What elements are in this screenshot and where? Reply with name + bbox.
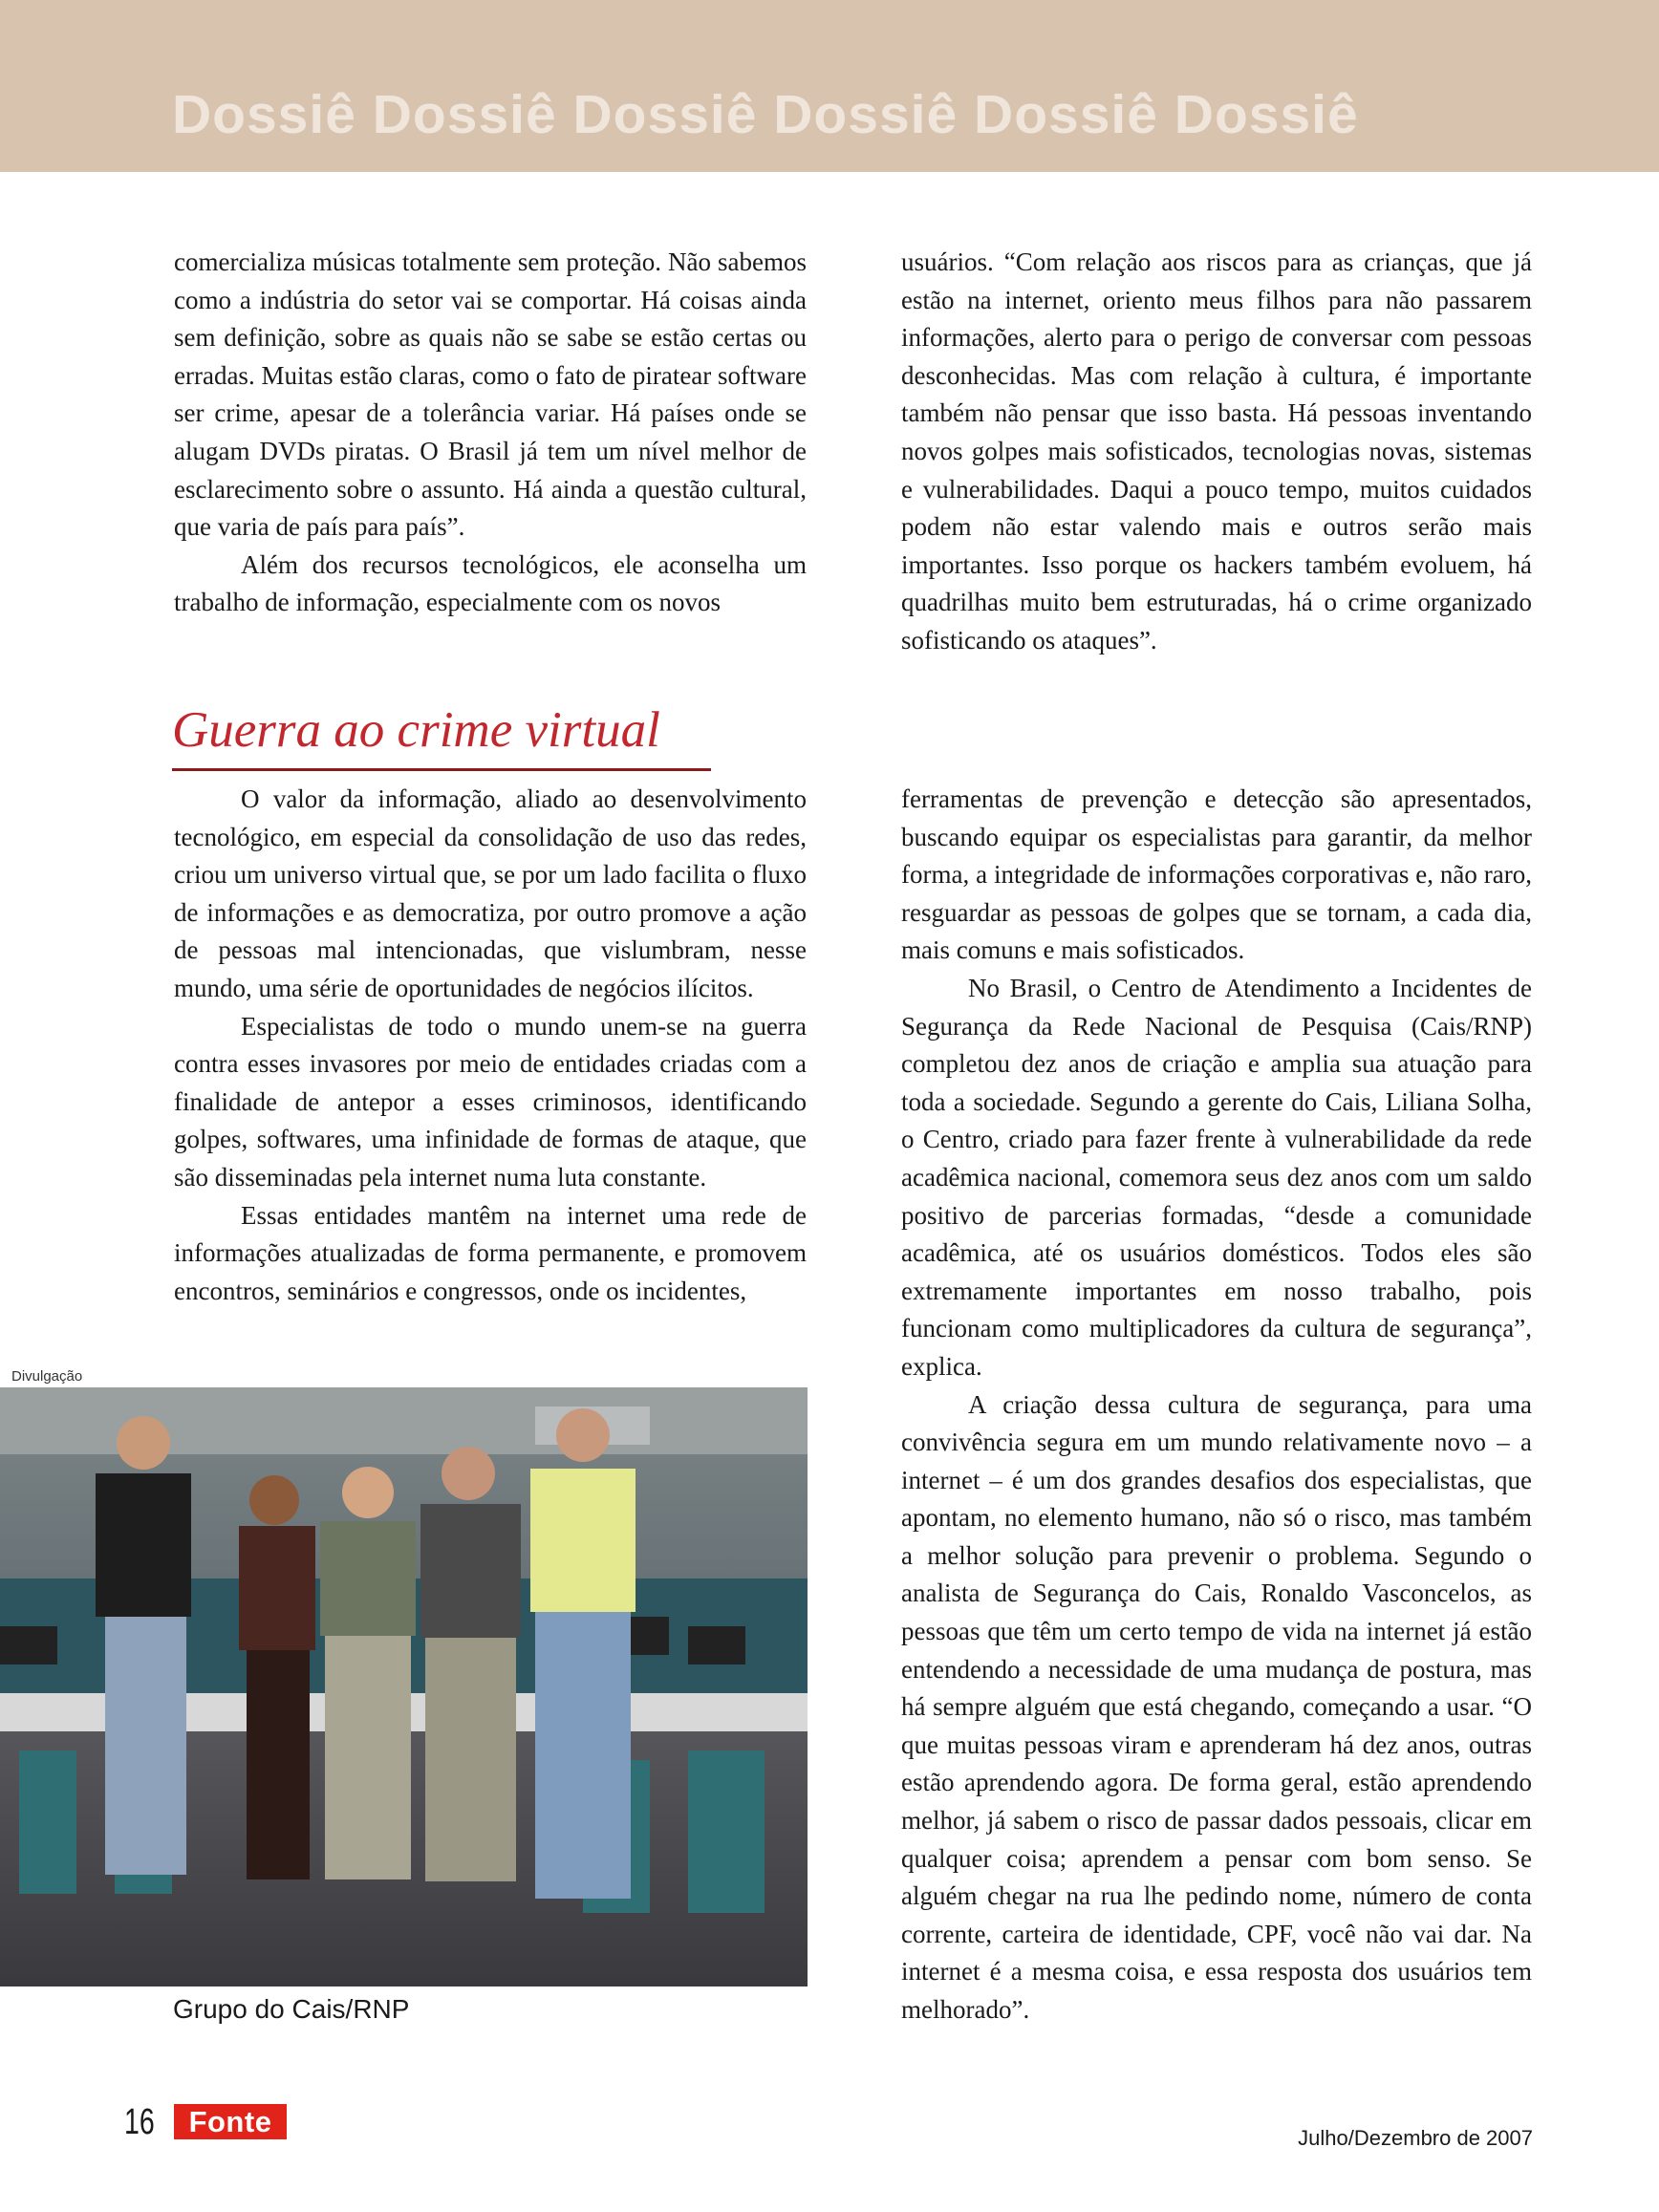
intro-left-column — [174, 244, 807, 622]
group-photo-illustration — [0, 1387, 808, 1987]
header-band — [0, 0, 1659, 172]
paragraph: A criação dessa cultura de segurança, para uma convivência segura em um mundo relativamente novo – a internet – é um dos grandes desafios dos especialistas, que apontam, no elemento humano, não só o risco, mas também a melhor solução para prevenir o problema. Segundo o analista de Segurança do Cais, Ronaldo Vasconcelos, as pessoas que têm um certo tempo de vida na internet já estão entendendo a necessidade de uma mudança de postura, mas há sempre alguém que está chegando, começando a usar. “O que muitas pessoas viram e aprenderam há dez anos, outras estão aprendendo agora. De forma geral, estão aprendendo melhor, já sabem o risco de passar dados pessoais, clicar em qualquer coisa; aprendem a pensar com bom senso. Se alguém chegar na rua lhe pedindo nome, número de conta corrente, carteira de identidade, CPF, você não vai dar. Na internet é a mesma coisa, e essa resposta dos usuários tem melhorado”. — [901, 1389, 1532, 2024]
section-title: Guerra ao crime virtual — [172, 702, 660, 758]
paragraph: usuários. “Com relação aos riscos para as crianças, que já estão na internet, oriento meus filhos para não passarem informações, alerto para o perigo de conversar com pessoas desconhecidas. Mas com relação à cultura, é importante também não pensar que isso basta. Há pessoas inventando novos golpes mais sofisticados, tecnologias novas, sistemas e vulnerabilidades. Daqui a pouco tempo, muitos cuidados podem não estar valendo mais e outros serão mais importantes. Isso porque os hackers também evoluem, há quadrilhas muito bem estruturadas, há o crime organizado sofisticando os ataques”. — [901, 247, 1532, 655]
issue-date: Julho/Dezembro de 2007 — [1298, 2126, 1533, 2150]
paragraph: Essas entidades mantêm na internet uma rede de informações atualizadas de forma permanente, e promovem encontros, seminários e congressos, onde os incidentes, — [174, 1200, 807, 1305]
group-photo — [0, 1387, 808, 1987]
paragraph: ferramentas de prevenção e detecção são apresentados, buscando equipar os especialistas para garantir, da melhor forma, a integridade de informações corporativas e, não raro, resguardar as pessoas de golpes que se tornam, a cada dia, mais comuns e mais sofisticados. — [901, 784, 1532, 965]
page-number: 16 — [124, 2102, 155, 2142]
paragraph: O valor da informação, aliado ao desenvolvimento tecnológico, em especial da consolidação de uso das redes, criou um universo virtual que, se por um lado facilita o fluxo de informações e as democratiza, por outro promove a ação de pessoas mal intencionadas, que vislumbram, nesse mundo, uma série de oportunidades de negócios ilícitos. — [174, 784, 807, 1002]
paragraph: Especialistas de todo o mundo unem-se na guerra contra esses invasores por meio de entidades criadas com a finalidade de antepor a esses criminosos, identificando golpes, softwares, uma infinidade de formas de ataque, que são disseminadas pela internet numa luta constante. — [174, 1011, 807, 1192]
paragraph: Além dos recursos tecnológicos, ele aconselha um trabalho de informação, especialmente com os novos — [174, 549, 807, 617]
paragraph: comercializa músicas totalmente sem proteção. Não sabemos como a indústria do setor vai se comportar. Há coisas ainda sem definição, sobre as quais não se sabe se estão certas ou erradas. Muitas estão claras, como o fato de piratear software ser crime, apesar de a tolerância variar. Há países onde se alugam DVDs piratas. O Brasil já tem um nível melhor de esclarecimento sobre o assunto. Há ainda a questão cultural, que varia de país para país”. — [174, 247, 807, 542]
photo-credit: Divulgação — [11, 1368, 83, 1385]
paragraph: No Brasil, o Centro de Atendimento a Incidentes de Segurança da Rede Nacional de Pesquisa (Cais/RNP) completou dez anos de criação e amplia sua atuação para toda a sociedade. Segundo a gerente do Cais, Liliana Solha, o Centro, criado para fazer frente à vulnerabilidade da rede acadêmica nacional, comemora seus dez anos com um saldo positivo de parcerias formadas, “desde a comunidade acadêmica, até os usuários domésticos. Todos eles são extremamente importantes em nosso trabalho, pois funcionam como multiplicadores da cultura de segurança”, explica. — [901, 973, 1532, 1381]
section-title-rule — [172, 768, 711, 771]
section-right-column — [901, 781, 1532, 2029]
fonte-logo: Fonte — [174, 2104, 287, 2139]
section-banner: Dossiê Dossiê Dossiê Dossiê Dossiê Dossiê — [172, 84, 1359, 145]
section-left-column — [174, 781, 807, 1310]
intro-right-column — [901, 244, 1532, 660]
photo-caption: Grupo do Cais/RNP — [173, 1994, 410, 2024]
